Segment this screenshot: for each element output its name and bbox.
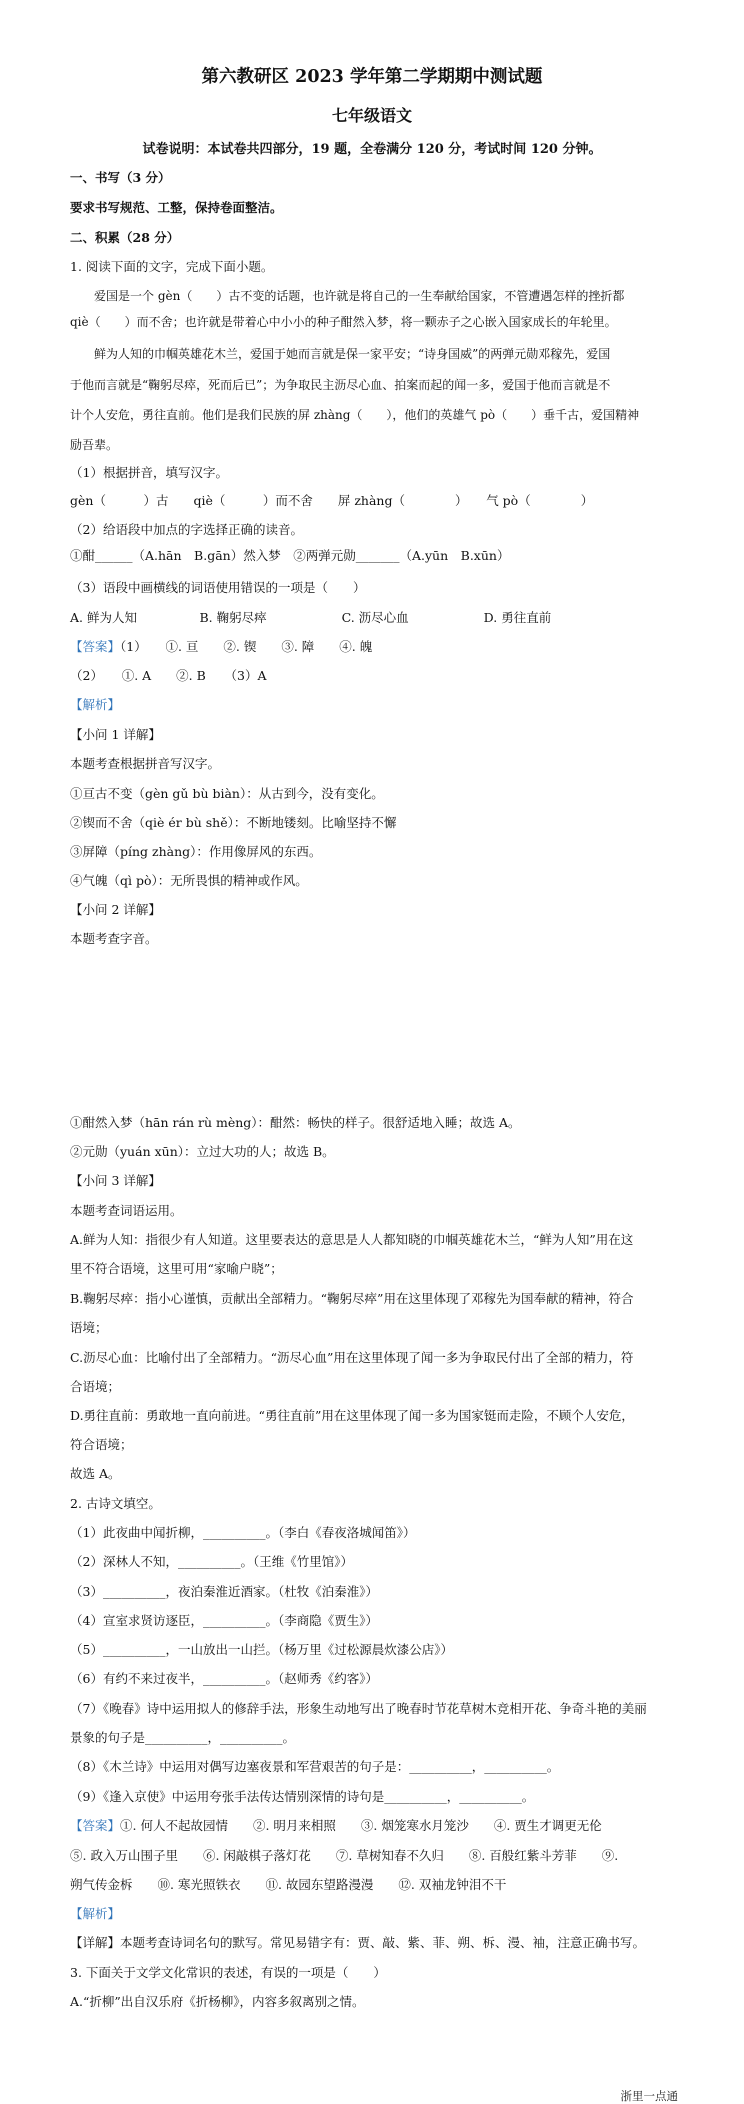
q1-passage-line: 鲜为人知的巾帼英雄花木兰，爱国于她而言就是保一家平安；“诗身国威”的两弹元勋邓稼先，爱国 <box>94 347 611 361</box>
q1-detail2-item: ①酣然入梦（hān rán rù mèng）：酣然：畅快的样子。很舒适地入睡；故选 A。 <box>70 1115 521 1130</box>
q2-item: （1）此夜曲中闻折柳，__________。（李白《春夜洛城闻笛》） <box>70 1525 416 1540</box>
answer-label: 【答案】 <box>70 639 121 654</box>
q1-stem: 1. 阅读下面的文字，完成下面小题。 <box>70 259 274 274</box>
q2-item: 景象的句子是__________，__________。 <box>70 1730 296 1745</box>
q1-detail3-line: D.勇往直前：勇敢地一直向前进。“勇往直前”用在这里体现了闻一多为国家铤而走险，不顾个人安危， <box>70 1408 634 1423</box>
analysis-label: 【解析】 <box>70 697 121 712</box>
q1-detail1-item: ③屏障（píng zhàng）：作用像屏风的东西。 <box>70 844 322 859</box>
q1-detail3-line: 合语境； <box>70 1379 121 1394</box>
q2-item: （3）__________，夜泊秦淮近酒家。（杜牧《泊秦淮》） <box>70 1584 378 1599</box>
q1-sub1: （1）根据拼音，填写汉字。 <box>70 465 228 480</box>
q1-passage-line: 于他而言就是“鞠躬尽瘁，死而后已”；为争取民主沥尽心血、拍案而起的闻一多，爱国于他而言就是不 <box>70 378 611 392</box>
q1-passage-line: 励吾辈。 <box>70 438 119 452</box>
q1-detail1-item: ②锲而不舍（qiè ér bù shě）：不断地镂刻。比喻坚持不懈 <box>70 815 397 830</box>
q2-stem: 2. 古诗文填空。 <box>70 1496 161 1511</box>
q3-stem: 3. 下面关于文学文化常识的表述，有误的一项是（ ） <box>70 1965 386 1980</box>
q1-sub2-options: ①酣______（A.hān B.gān）然入梦 ②两弹元勋_______（A.yūn B.xūn） <box>70 548 510 563</box>
q1-answer-2: （2） ①. A ②. B （3）A <box>70 668 267 683</box>
q1-detail2-title: 【小问 2 详解】 <box>70 902 161 917</box>
q2-item: （8）《木兰诗》中运用对偶写边塞夜景和军营艰苦的句子是：__________，__________。 <box>70 1759 560 1774</box>
q1-detail3-line: B.鞠躬尽瘁：指小心谨慎，贡献出全部精力。“鞠躬尽瘁”用在这里体现了邓稼先为国奉献的精神，符合 <box>70 1291 634 1306</box>
q2-item: （4）宣室求贤访逐臣，__________。（李商隐《贾生》） <box>70 1613 378 1628</box>
q1-answer-1: （1） ①. 亘 ②. 锲 ③. 障 ④. 魄 <box>120 639 373 654</box>
q1-detail3-title: 【小问 3 详解】 <box>70 1173 161 1188</box>
q1-sub3: （3）语段中画横线的词语使用错误的一项是（ ） <box>70 580 366 595</box>
section1-requirement: 要求书写规范、工整，保持卷面整洁。 <box>70 200 283 215</box>
q2-answer-line: ⑤. 政入万山围子里 ⑥. 闲敲棋子落灯花 ⑦. 草树知春不久归 ⑧. 百般红紫斗芳菲 ⑨. <box>70 1848 619 1863</box>
q1-detail3-line: C.沥尽心血：比喻付出了全部精力。“沥尽心血”用在这里体现了闻一多为争取民付出了全部的精力，符 <box>70 1350 634 1365</box>
section1-heading: 一、书写（3 分） <box>70 170 171 185</box>
q1-detail2-item: ②元勋（yuán xūn）：立过大功的人；故选 B。 <box>70 1144 335 1159</box>
q2-answer-row <box>70 1818 602 1834</box>
q1-sub2: （2）给语段中加点的字选择正确的读音。 <box>70 522 303 537</box>
q2-item: （6）有约不来过夜半，__________。（赵师秀《约客》） <box>70 1671 378 1686</box>
q2-item: （2）深林人不知，__________。（王维《竹里馆》） <box>70 1554 353 1569</box>
q2-detail: 【详解】本题考查诗词名句的默写。常见易错字有：贾、敲、紫、菲、朔、柝、漫、袖，注意正确书写。 <box>70 1935 646 1950</box>
q1-passage-line: 爱国是一个 gèn（ ）古不变的话题，也许就是将自己的一生奉献给国家，不管遭遇怎样的挫折都 <box>94 289 625 303</box>
q1-detail3-line: 里不符合语境，这里可用“家喻户晓”； <box>70 1261 283 1276</box>
q1-detail3-line: 符合语境； <box>70 1437 133 1452</box>
q1-answer-row <box>70 639 372 655</box>
q2-item: （5）__________，一山放出一山拦。（杨万里《过松源晨炊漆公店》） <box>70 1642 453 1657</box>
q2-answer-line: ①. 何人不起故园情 ②. 明月来相照 ③. 烟笼寒水月笼沙 ④. 贾生才调更无伦 <box>120 1818 602 1833</box>
q1-detail3-line: A.鲜为人知：指很少有人知道。这里要表达的意思是人人都知晓的巾帼英雄花木兰，“鲜为人知”用在这 <box>70 1232 634 1247</box>
q1-detail3-line: 语境； <box>70 1320 108 1335</box>
q1-detail1-item: ④气魄（qì pò）：无所畏惧的精神或作风。 <box>70 873 308 888</box>
q1-pinyin-line: gèn（ ）古 qiè（ ）而不舍 屏 zhàng（ ） 气 pò（ ） <box>70 493 594 508</box>
footer-watermark: 浙里一点通 <box>620 2089 678 2103</box>
section2-heading: 二、积累（28 分） <box>70 230 180 245</box>
q2-item: （7）《晚春》诗中运用拟人的修辞手法，形象生动地写出了晚春时节花草树木竞相开花、争奇斗艳的美丽 <box>70 1701 647 1716</box>
q1-detail3-line: 故选 A。 <box>70 1466 121 1481</box>
q1-sub3-options: A. 鲜为人知 B. 鞠躬尽瘁 C. 沥尽心血 D. 勇往直前 <box>70 610 552 625</box>
answer-label: 【答案】 <box>70 1818 121 1833</box>
page-subtitle: 七年级语文 <box>331 106 412 125</box>
q2-item: （9）《逢入京使》中运用夸张手法传达情别深情的诗句是__________，__________。 <box>70 1789 535 1804</box>
q1-passage-line: 计个人安危，勇往直前。他们是我们民族的屏 zhàng（ ），他们的英雄气 pò（ ）垂千古，爱国精神 <box>70 408 640 422</box>
page-title: 第六教研区 2023 学年第二学期期中测试题 <box>201 67 543 87</box>
analysis-label: 【解析】 <box>70 1906 121 1921</box>
q1-detail2-intro: 本题考查字音。 <box>70 931 158 946</box>
q1-detail1-title: 【小问 1 详解】 <box>70 727 161 742</box>
q1-detail1-item: ①亘古不变（gèn gǔ bù biàn）：从古到今，没有变化。 <box>70 786 384 801</box>
exam-note: 试卷说明：本试卷共四部分，19 题，全卷满分 120 分，考试时间 120 分钟。 <box>142 142 602 157</box>
q2-answer-line: 朔气传金柝 ⑩. 寒光照铁衣 ⑪. 故园东望路漫漫 ⑫. 双袖龙钟泪不干 <box>70 1877 507 1892</box>
q1-detail3-intro: 本题考查词语运用。 <box>70 1203 183 1218</box>
q1-detail1-intro: 本题考查根据拼音写汉字。 <box>70 756 221 771</box>
q3-option-a: A.“折柳”出自汉乐府《折杨柳》，内容多叙离别之情。 <box>70 1994 365 2009</box>
q1-passage-line: qiè（ ）而不舍；也许就是带着心中小小的种子酣然入梦，将一颗赤子之心嵌入国家成长的年轮里。 <box>70 315 617 329</box>
